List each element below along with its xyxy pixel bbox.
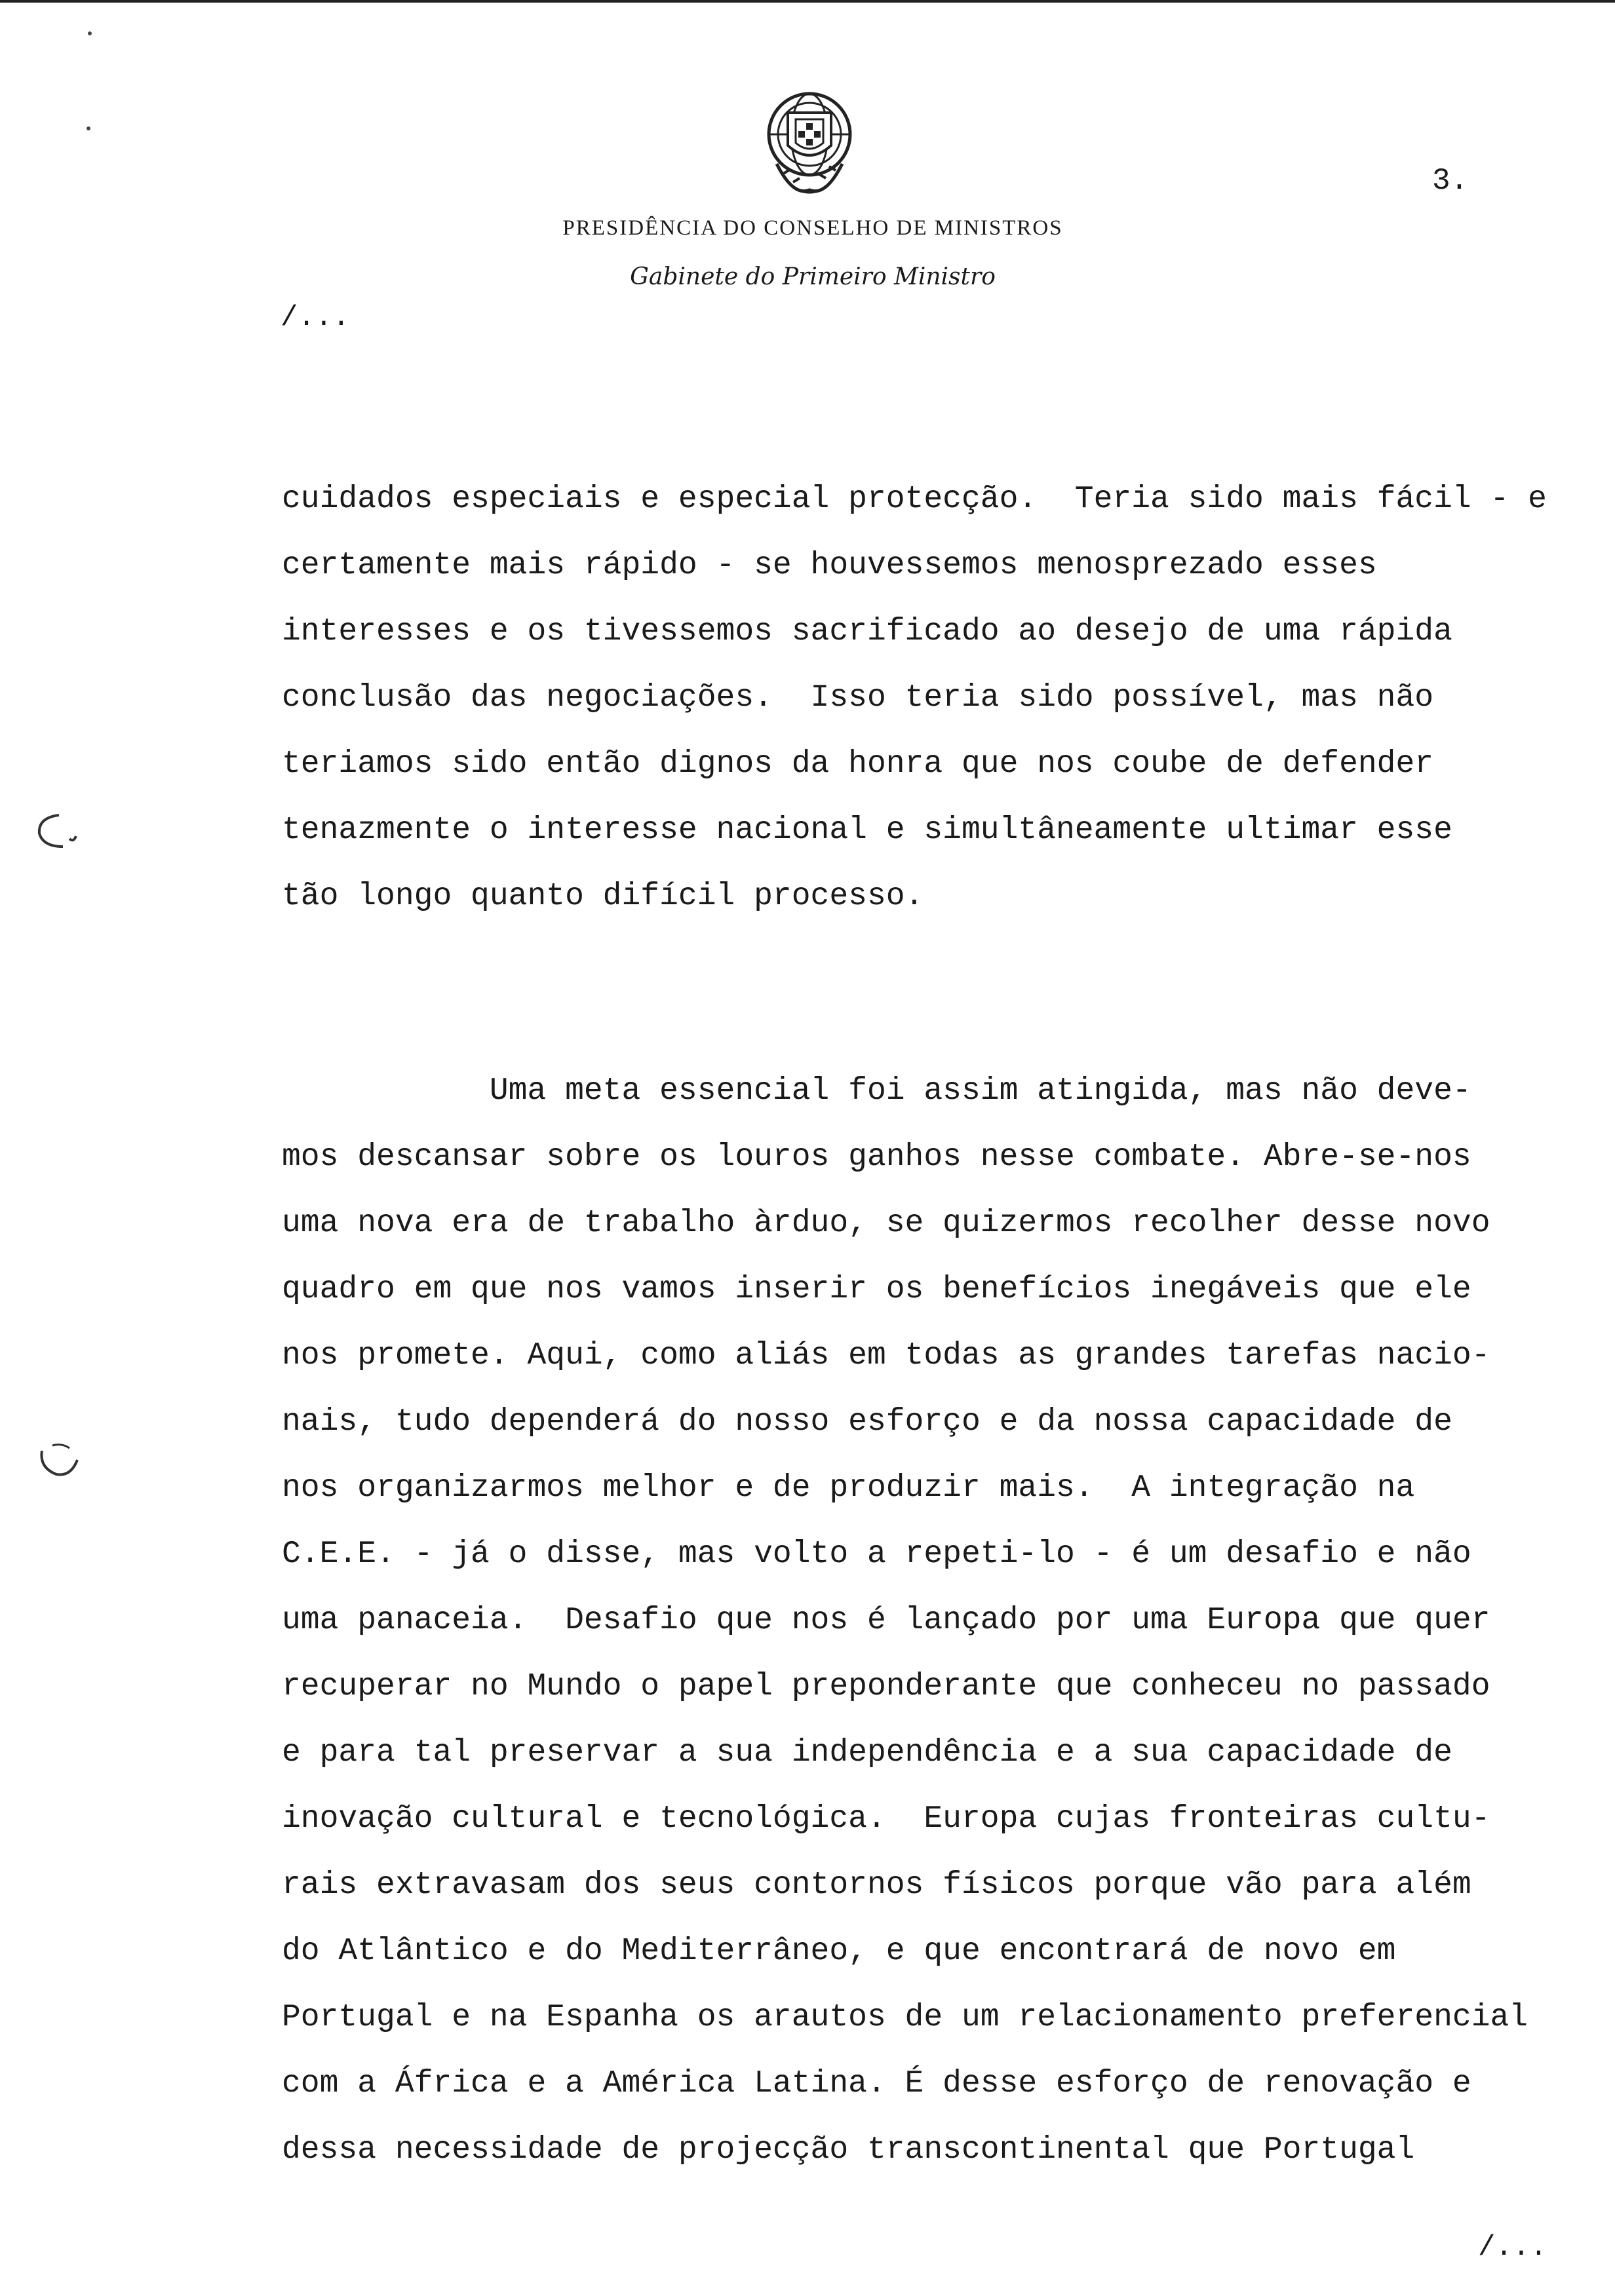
text-line: nos organizarmos melhor e de produzir mais. A integração na bbox=[282, 1470, 1415, 1506]
text-line: uma nova era de trabalho àrduo, se quizermos recolher desse novo bbox=[282, 1206, 1490, 1241]
text-line: rais extravasam dos seus contornos físicos porque vão para além bbox=[282, 1867, 1471, 1903]
scan-speck bbox=[88, 31, 92, 35]
text-line: cuidados especiais e especial protecção. Teria sido mais fácil - e bbox=[282, 482, 1547, 517]
cabinet-subheading: Gabinete do Primeiro Ministro bbox=[630, 263, 996, 290]
text-line: inovação cultural e tecnológica. Europa cujas fronteiras cultu- bbox=[282, 1801, 1490, 1837]
text-line: do Atlântico e do Mediterrâneo, e que encontrará de novo em bbox=[282, 1934, 1396, 1969]
text-line: Portugal e na Espanha os arautos de um relacionamento preferencial bbox=[282, 2000, 1528, 2035]
text-line: nais, tudo dependerá do nosso esforço e da nossa capacidade de bbox=[282, 1404, 1452, 1440]
text-line: quadro em que nos vamos inserir os benefícios inegáveis que ele bbox=[282, 1272, 1471, 1307]
top-edge-line bbox=[0, 0, 1615, 3]
text-line: Uma meta essencial foi assim atingida, mas não deve- bbox=[282, 1073, 1471, 1109]
text-line: teriamos sido então dignos da honra que nos coube de defender bbox=[282, 746, 1434, 782]
text-line: certamente mais rápido - se houvessemos menosprezado esses bbox=[282, 548, 1377, 583]
text-line: conclusão das negociações. Isso teria sido possível, mas não bbox=[282, 680, 1434, 716]
text-line: dessa necessidade de projecção transcontinental que Portugal bbox=[282, 2132, 1415, 2168]
page-number: 3. bbox=[1432, 164, 1469, 198]
office-heading: PRESIDÊNCIA DO CONSELHO DE MINISTROS bbox=[562, 216, 1063, 240]
scan-speck bbox=[87, 126, 90, 130]
coat-of-arms-emblem bbox=[747, 85, 872, 210]
text-line: recuperar no Mundo o papel preponderante que conheceu no passado bbox=[282, 1669, 1490, 1704]
text-line: mos descansar sobre os louros ganhos nesse combate. Abre-se-nos bbox=[282, 1139, 1471, 1175]
text-line: com a África e a América Latina. É desse esforço de renovação e bbox=[282, 2066, 1471, 2101]
continuation-mark-top: /... bbox=[281, 301, 350, 334]
text-line: e para tal preservar a sua independência e a sua capacidade de bbox=[282, 1735, 1452, 1770]
text-line: C.E.E. - já o disse, mas volto a repeti-lo - é um desafio e não bbox=[282, 1537, 1471, 1572]
paragraph-1 bbox=[282, 467, 1612, 930]
punch-hole-mark bbox=[33, 811, 84, 851]
text-line: tenazmente o interesse nacional e simultâneamente ultimar esse bbox=[282, 813, 1452, 848]
text-line: tão longo quanto difícil processo. bbox=[282, 879, 924, 914]
punch-hole-mark bbox=[33, 1442, 84, 1481]
continuation-mark-bottom: /... bbox=[1478, 2231, 1547, 2264]
text-line: interesses e os tivessemos sacrificado ao desejo de uma rápida bbox=[282, 614, 1452, 649]
text-line: nos promete. Aqui, como aliás em todas as grandes tarefas nacio- bbox=[282, 1338, 1490, 1373]
text-line: uma panaceia. Desafio que nos é lançado por uma Europa que quer bbox=[282, 1603, 1490, 1638]
paragraph-2 bbox=[282, 1058, 1612, 2183]
